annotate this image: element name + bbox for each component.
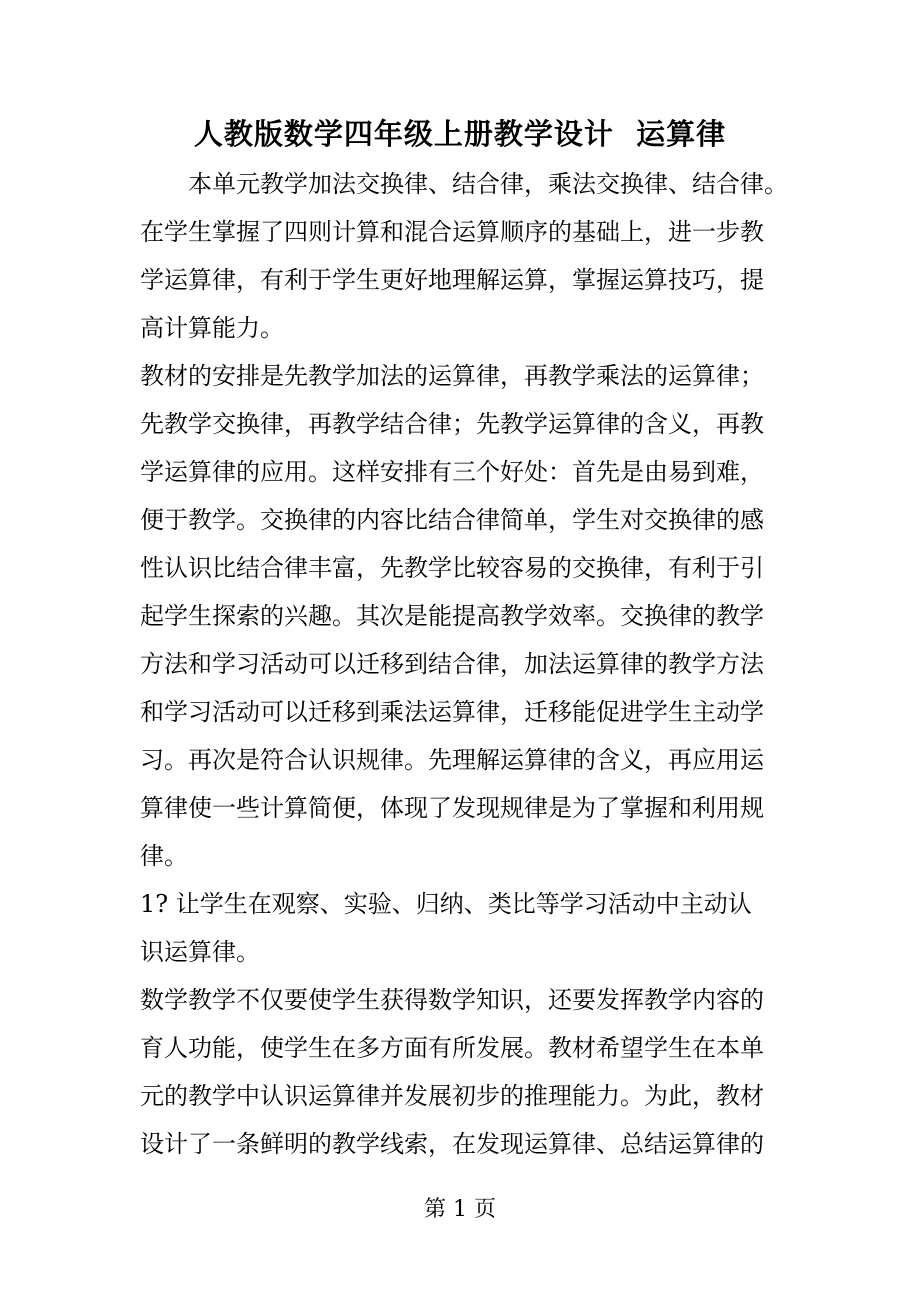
paragraph-line: 便于教学。交换律的内容比结合律简单，学生对交换律的感 [140,506,764,534]
list-item-line: 识运算律。 [140,938,260,966]
paragraph-line: 性认识比结合律丰富，先教学比较容易的交换律，有利于引 [140,554,764,582]
paragraph-line: 算律使一些计算简便，体现了发现规律是为了掌握和利用规 [140,794,764,822]
paragraph-line: 育人功能，使学生在多方面有所发展。教材希望学生在本单 [140,1034,764,1062]
paragraph-line: 元的教学中认识运算律并发展初步的推理能力。为此，教材 [140,1082,764,1110]
page-number: 第 1 页 [424,1197,496,1222]
paragraph-line: 教材的安排是先教学加法的运算律，再教学乘法的运算律； [140,362,764,390]
paragraph-line: 学运算律，有利于学生更好地理解运算，掌握运算技巧，提 [140,266,764,294]
paragraph-line: 数学教学不仅要使学生获得数学知识，还要发挥教学内容的 [140,986,764,1014]
paragraph-line: 律。 [140,842,188,870]
paragraph-line: 在学生掌握了四则计算和混合运算顺序的基础上，进一步教 [140,218,764,246]
paragraph-line: 学运算律的应用。这样安排有三个好处：首先是由易到难， [140,458,764,486]
paragraph-line: 习。再次是符合认识规律。先理解运算律的含义，再应用运 [140,746,764,774]
paragraph-line: 高计算能力。 [140,314,284,342]
paragraph-line: 方法和学习活动可以迁移到结合律，加法运算律的教学方法 [140,650,764,678]
paragraph-line: 和学习活动可以迁移到乘法运算律，迁移能促进学生主动学 [140,698,764,726]
paragraph-line: 起学生探索的兴趣。其次是能提高教学效率。交换律的教学 [140,602,764,630]
document-title: 人教版数学四年级上册教学设计 运算律 [193,117,727,151]
paragraph-line: 设计了一条鲜明的教学线索，在发现运算律、总结运算律的 [140,1130,764,1158]
paragraph-line: 先教学交换律，再教学结合律；先教学运算律的含义，再教 [140,410,764,438]
list-item-line: 1? 让学生在观察、实验、归纳、类比等学习活动中主动认 [140,890,752,918]
paragraph-line: 本单元教学加法交换律、结合律，乘法交换律、结合律。 [188,170,788,198]
